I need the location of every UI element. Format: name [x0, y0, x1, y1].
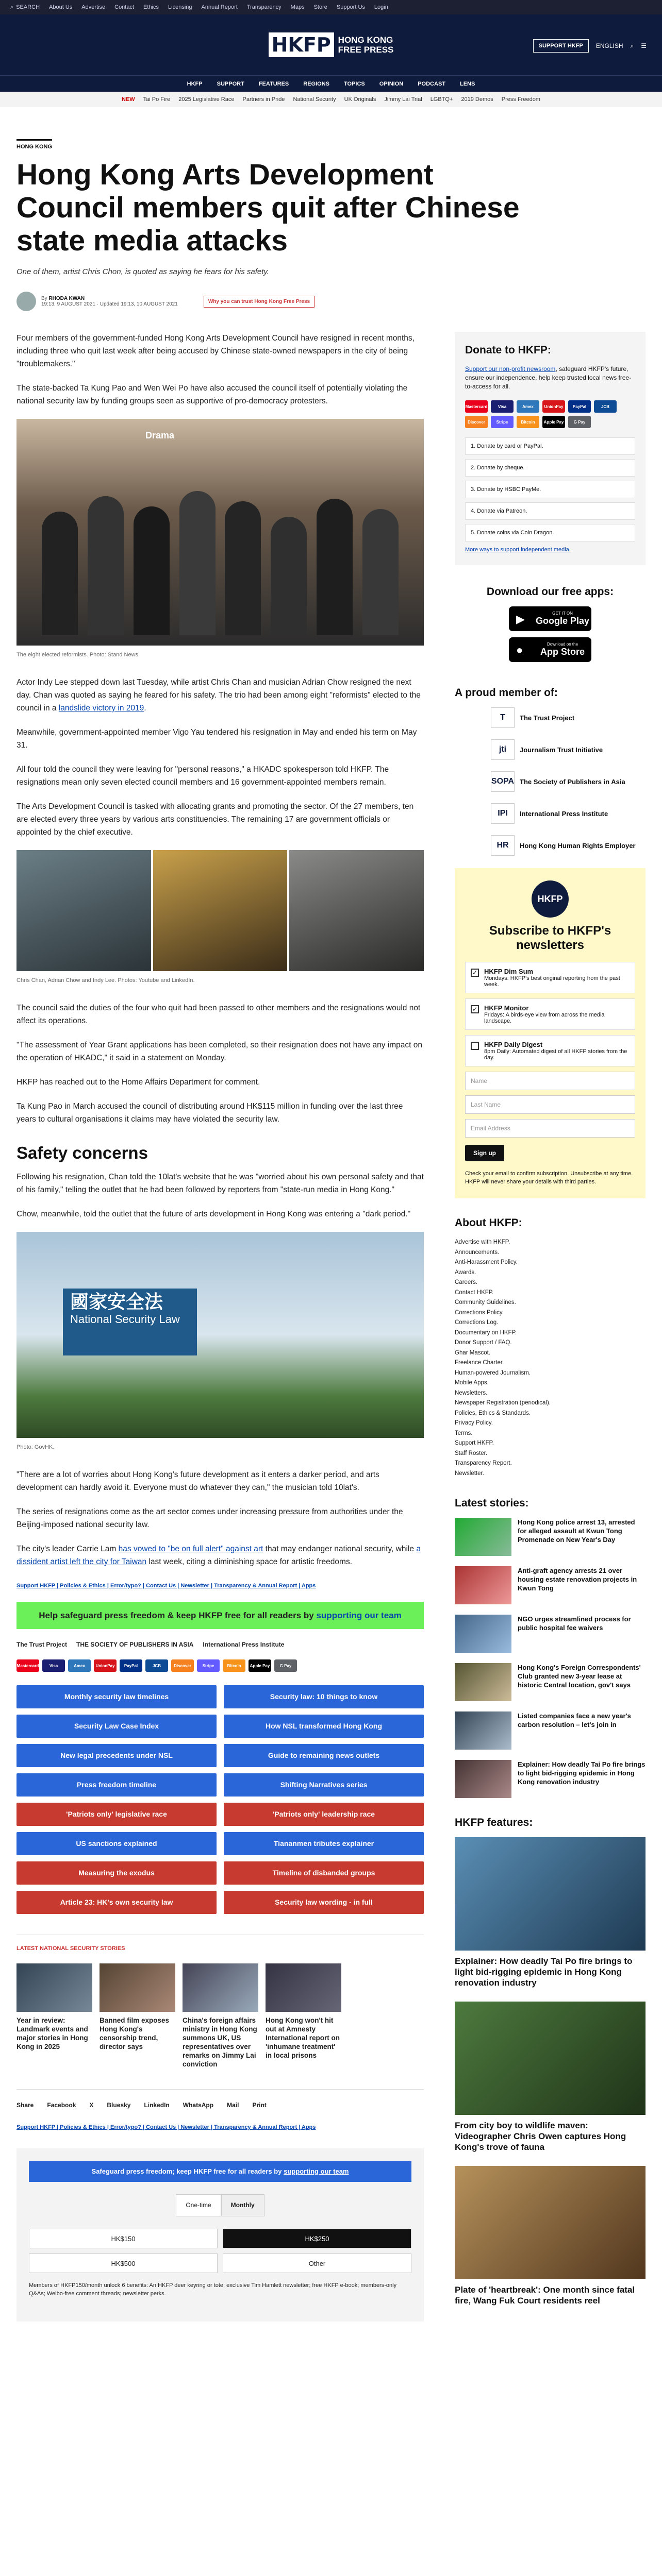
site-header	[0, 14, 662, 75]
about-link[interactable]: Support HKFP.	[455, 1440, 494, 1446]
related-story[interactable]: Year in review: Landmark events and major stories in Hong Kong in 2025	[16, 1963, 92, 2069]
donate-option[interactable]: 4. Donate via Patreon.	[465, 502, 635, 520]
checkbox-icon	[471, 1042, 479, 1050]
checkbox-checked-icon: ✓	[471, 969, 479, 977]
latest-story[interactable]: Listed companies face a new year's carbon resolution – let's join in	[455, 1711, 646, 1750]
about-link[interactable]: Mobile Apps.	[455, 1380, 489, 1386]
explainer-button[interactable]: Security law wording - in full	[224, 1891, 424, 1914]
newsletter-option[interactable]: ✓ HKFP Dim Sum Mondays: HKFP's best original reporting from the past week.	[465, 962, 635, 993]
paragraph: The Arts Development Council is tasked with allocating grants and promoting the sector. Of the 27 members, ten are elected every three years by various arts constituencies. The remaining 17 are government officials or appointed by the chief executive.	[16, 802, 414, 837]
trending-link[interactable]: National Security	[293, 96, 336, 103]
explainer-button[interactable]: Security Law Case Index	[16, 1715, 217, 1738]
page-container	[16, 107, 646, 2321]
apple-pay-icon: Apple Pay	[542, 416, 565, 428]
about-link[interactable]: Careers.	[455, 1279, 478, 1285]
related-story[interactable]: Banned film exposes Hong Kong's censorship trend, director says	[100, 1963, 175, 2069]
paypal-icon: PayPal	[120, 1659, 142, 1672]
explainer-button[interactable]: Shifting Narratives series	[224, 1773, 424, 1797]
tab-monthly[interactable]: Monthly	[221, 2194, 264, 2216]
article-body	[16, 332, 424, 2321]
amount-option[interactable]: HK$150	[29, 2229, 218, 2248]
about-link[interactable]: Anti-Harassment Policy.	[455, 1259, 518, 1265]
share-facebook[interactable]: Facebook	[47, 2102, 76, 2109]
paragraph: Following his resignation, Chan told the 10lat's website that he was "worried about his own personal safety and that of his family," telling the outlet that he had been followed by reporters from "state-run media in Hong Kong."	[16, 1173, 424, 1194]
inline-link[interactable]: landslide victory in 2019	[58, 704, 144, 713]
explainer-button[interactable]: US sanctions explained	[16, 1832, 217, 1855]
explainer-button[interactable]: How NSL transformed Hong Kong	[224, 1715, 424, 1738]
trending-link[interactable]: LGBTQ+	[430, 96, 453, 103]
stripe-icon: Stripe	[491, 416, 514, 428]
related-story[interactable]: Hong Kong won't hit out at Amnesty International report on 'inhumane treatment' in local prisons	[266, 1963, 341, 2069]
newsletter-widget	[455, 868, 646, 1198]
search-icon: ⌕	[10, 4, 14, 10]
name-field[interactable]: Name	[465, 1072, 635, 1090]
support-banner: Help safeguard press freedom & keep HKFP free for all readers by supporting our team	[16, 1602, 424, 1629]
paragraph: The series of resignations come as the art sector comes under increasing pressure from authorities under the Beijing-imposed national security law.	[16, 1507, 403, 1529]
discover-icon: Discover	[465, 416, 488, 428]
mastercard-icon: Mastercard	[16, 1659, 39, 1672]
newsletter-fine-print: Check your email to confirm subscription. Unsubscribe at any time. HKFP will never share your details with third parties.	[465, 1171, 633, 1185]
feature-story[interactable]: Plate of 'heartbreak': One month since fatal fire, Wang Fuk Court residents reel	[455, 2166, 646, 2306]
explainer-button[interactable]: Guide to remaining news outlets	[224, 1744, 424, 1767]
topbar-transparency[interactable]: Transparency	[246, 4, 282, 10]
topbar-search[interactable]: ⌕ SEARCH	[10, 4, 40, 10]
mastercard-icon: Mastercard	[465, 400, 488, 413]
sidebar	[455, 332, 646, 2321]
unionpay-icon: UnionPay	[542, 400, 565, 413]
paragraph: The council said the duties of the four who quit had been passed to other members and the resignations would not affect its operations.	[16, 1004, 421, 1025]
paragraph: Chow, meanwhile, told the outlet that the future of arts development in Hong Kong was entering a "dark period."	[16, 1210, 411, 1218]
donate-option[interactable]: 2. Donate by cheque.	[465, 459, 635, 477]
paragraph: Actor Indy Lee stepped down last Tuesday, while artist Chris Chan and musician Adrian Chow resigned the next day. Chan was quoted as saying he feared for his safety. The trio had been among eight "reformists" elected to the council in a landslide victory in 2019.	[16, 678, 421, 713]
nav-item-lens[interactable]: LENS	[460, 80, 475, 87]
trust-link[interactable]: Why you can trust Hong Kong Free Press	[204, 296, 315, 308]
inline-link[interactable]: has vowed to "be on full alert" against art	[118, 1545, 263, 1553]
explainer-buttons	[16, 1685, 424, 1914]
about-link[interactable]: Privacy Policy.	[455, 1420, 493, 1426]
about-link[interactable]: Community Guidelines.	[455, 1299, 516, 1306]
search-icon[interactable]: ⌕	[630, 42, 634, 49]
jcb-icon: JCB	[145, 1659, 168, 1672]
latest-story[interactable]: Anti-graft agency arrests 21 over housing estate renovation projects in Kwun Tong	[455, 1566, 646, 1604]
about-link[interactable]: Newsletters.	[455, 1389, 488, 1396]
about-link[interactable]: Contact HKFP.	[455, 1289, 494, 1296]
members-note: Members of HKFP150/month unlock 6 benefits: An HKFP deer keyring or tote; exclusive Tim Hamlett newsletter; free HKFP e-book; members-only Q&As; Weibo-free comment threads; newsletter perks.	[29, 2282, 397, 2297]
paragraph: The state-backed Ta Kung Pao and Wen Wei Po have also accused the council itself of potentially violating the national security law by funding groups seen as supportive of pro-democracy protesters.	[16, 384, 408, 405]
member-logo[interactable]: SOPA The Society of Publishers in Asia	[491, 771, 646, 792]
paragraph: Four members of the government-funded Hong Kong Arts Development Council have resigned in recent months, including three who quit last week after being accused by Chinese state-owned newspapers in the city of being "troublemakers."	[16, 334, 415, 368]
apps-widget	[455, 586, 646, 668]
nav-item-support[interactable]: SUPPORT	[217, 80, 244, 87]
member-logo[interactable]: T The Trust Project	[491, 707, 646, 728]
topbar-login[interactable]: Login	[374, 4, 388, 10]
apple-pay-icon: Apple Pay	[249, 1659, 271, 1672]
newsletter-option[interactable]: ✓ HKFP Monitor Fridays: A birds-eye view from across the media landscape.	[465, 998, 635, 1030]
topbar-ethics[interactable]: Ethics	[143, 4, 159, 10]
about-link[interactable]: Terms.	[455, 1430, 473, 1436]
explainer-button[interactable]: Press freedom timeline	[16, 1773, 217, 1797]
trending-link[interactable]: Tai Po Fire	[143, 96, 171, 103]
nav-item-podcast[interactable]: PODCAST	[418, 80, 445, 87]
amex-icon: Amex	[68, 1659, 91, 1672]
explainer-button[interactable]: New legal precedents under NSL	[16, 1744, 217, 1767]
donate-form-header: Safeguard press freedom; keep HKFP free for all readers by supporting our team	[29, 2161, 411, 2182]
signup-button[interactable]: Sign up	[465, 1145, 504, 1161]
photo-caption: The eight elected reformists. Photo: Stand News.	[16, 652, 140, 658]
menu-icon[interactable]: ☰	[641, 42, 647, 49]
email-field[interactable]: Email Address	[465, 1119, 635, 1138]
partner-logos	[16, 1638, 424, 1651]
share-print[interactable]: Print	[252, 2102, 267, 2109]
ipi-logo[interactable]: International Press Institute	[203, 1641, 285, 1648]
amount-option[interactable]: Other	[223, 2253, 411, 2273]
member-logo[interactable]: jti Journalism Trust Initiative	[491, 739, 646, 760]
article-photo: Drama	[16, 419, 424, 646]
article-photo	[16, 850, 424, 971]
explainer-button[interactable]: Security law: 10 things to know	[224, 1685, 424, 1708]
donate-option[interactable]: 3. Donate by HSBC PayMe.	[465, 481, 635, 498]
about-link[interactable]: Transparency Report.	[455, 1460, 512, 1466]
about-link[interactable]: Policies, Ethics & Standards.	[455, 1410, 531, 1416]
trending-link[interactable]: 2025 Legislative Race	[178, 96, 235, 103]
member-logo[interactable]: IPI International Press Institute	[491, 803, 646, 824]
share-bar	[16, 2089, 424, 2112]
membership-widget	[455, 687, 646, 856]
topbar-support[interactable]: Support Us	[336, 4, 365, 10]
share-label: Share	[16, 2102, 34, 2109]
topbar-contact[interactable]: Contact	[114, 4, 135, 10]
topbar-store[interactable]: Store	[313, 4, 327, 10]
visa-icon: Visa	[491, 400, 514, 413]
nav-item-features[interactable]: FEATURES	[258, 80, 289, 87]
section-heading: Safety concerns	[16, 1143, 148, 1162]
topbar-maps[interactable]: Maps	[290, 4, 305, 10]
about-link[interactable]: Newspaper Registration (periodical).	[455, 1400, 551, 1406]
newsletter-title: Subscribe to HKFP's newsletters	[489, 924, 611, 952]
paragraph: All four told the council they were leaving for "personal reasons," a HKADC spokesperson told HKFP. The resignations mean only seven elected council members and 16 government-appointed members remain.	[16, 765, 389, 787]
support-links[interactable]: Support HKFP | Policies & Ethics | Error/typo? | Contact Us | Newsletter | Transparency & Annual Report | Apps	[16, 2124, 316, 2130]
play-icon: ▶	[516, 613, 525, 625]
photo-caption: Photo: GovHK.	[16, 1444, 55, 1450]
about-link[interactable]: Awards.	[455, 1269, 476, 1276]
visa-icon: Visa	[42, 1659, 65, 1672]
article-subtitle: One of them, artist Chris Chon, is quoted as saying he fears for his safety.	[16, 267, 269, 276]
explainer-button[interactable]: 'Patriots only' leadership race	[224, 1803, 424, 1826]
member-title: A proud member of:	[455, 687, 558, 699]
feature-story[interactable]: From city boy to wildlife maven: Videographer Chris Owen captures Hong Kong's trove of fauna	[455, 2002, 646, 2153]
language-selector[interactable]: ENGLISH	[595, 42, 623, 49]
about-link[interactable]: Corrections Log.	[455, 1319, 499, 1326]
related-stories	[16, 1963, 424, 2069]
share-linkedin[interactable]: LinkedIn	[144, 2102, 170, 2109]
trending-link[interactable]: Partners in Pride	[242, 96, 285, 103]
donate-title: Donate to HKFP:	[465, 344, 551, 356]
about-link[interactable]: Advertise with HKFP.	[455, 1239, 510, 1245]
amount-option[interactable]: HK$250	[223, 2229, 411, 2248]
header-support-button[interactable]: SUPPORT HKFP	[533, 39, 589, 53]
latest-story[interactable]: Explainer: How deadly Tai Po fire brings to light bid-rigging epidemic in Hong Kong renovation industry	[455, 1760, 646, 1798]
support-links[interactable]: Support HKFP | Policies & Ethics | Error/typo? | Contact Us | Newsletter | Transparency & Annual Report | Apps	[16, 1583, 316, 1589]
article-dates: 19:13, 9 AUGUST 2021 · Updated 19:13, 10 AUGUST 2021	[41, 301, 178, 307]
apps-title: Download our free apps:	[486, 586, 614, 598]
google-pay-icon: G Pay	[274, 1659, 297, 1672]
latest-story[interactable]: Hong Kong's Foreign Correspondents' Club granted new 3-year lease at historic Central location, gov't says	[455, 1663, 646, 1701]
about-link[interactable]: Ghar Mascot.	[455, 1349, 491, 1356]
trending-link[interactable]: Jimmy Lai Trial	[384, 96, 422, 103]
feature-story[interactable]: Explainer: How deadly Tai Po fire brings to light bid-rigging epidemic in Hong Kong renovation industry	[455, 1837, 646, 1988]
explainer-button[interactable]: Timeline of disbanded groups	[224, 1861, 424, 1885]
newsletter-option[interactable]: HKFP Daily Digest 8pm Daily: Automated digest of all HKFP stories from the day.	[465, 1035, 635, 1066]
donate-link[interactable]: Support our non-profit newsroom	[465, 365, 556, 372]
explainer-button[interactable]: Measuring the exodus	[16, 1861, 217, 1885]
trending-link[interactable]: UK Originals	[344, 96, 376, 103]
bitcoin-icon: Bitcoin	[517, 416, 539, 428]
explainer-button[interactable]: 'Patriots only' legislative race	[16, 1803, 217, 1826]
latest-story[interactable]: NGO urges streamlined process for public hospital fee waivers	[455, 1615, 646, 1653]
amount-options	[29, 2229, 411, 2273]
paragraph: "There are a lot of worries about Hong Kong's future development as it enters a darker period, and arts development can hardly avoid it. Everyone must do whatever they can," the musician told 10lat's.	[16, 1470, 379, 1492]
google-pay-icon: G Pay	[568, 416, 591, 428]
more-ways-link[interactable]: More ways to support independent media.	[465, 547, 571, 553]
latest-widget	[455, 1497, 646, 1798]
payment-logos	[16, 1659, 424, 1672]
latest-story[interactable]: Hong Kong police arrest 13, arrested for alleged assault at Kwun Tong Promenade on New Year's Day	[455, 1518, 646, 1556]
stripe-icon: Stripe	[197, 1659, 220, 1672]
related-heading: LATEST NATIONAL SECURITY STORIES	[16, 1935, 424, 1955]
about-title: About HKFP:	[455, 1217, 522, 1229]
article-kicker[interactable]: HONG KONG	[16, 139, 52, 150]
donate-option[interactable]: 5. Donate coins via Coin Dragon.	[465, 524, 635, 541]
trending-link[interactable]: Press Freedom	[501, 96, 540, 103]
paypal-icon: PayPal	[568, 400, 591, 413]
nav-item-topics[interactable]: TOPICS	[344, 80, 365, 87]
article-title: Hong Kong Arts Development Council members quit after Chinese state media attacks	[16, 158, 520, 257]
about-widget	[455, 1217, 646, 1479]
unionpay-icon: UnionPay	[94, 1659, 117, 1672]
donate-form-link[interactable]: supporting our team	[284, 2167, 349, 2175]
support-banner-link[interactable]: supporting our team	[316, 1611, 402, 1620]
about-link[interactable]: Staff Roster.	[455, 1450, 488, 1456]
about-link[interactable]: Corrections Policy.	[455, 1309, 504, 1316]
about-link[interactable]: Newsletter.	[455, 1470, 484, 1477]
paragraph: HKFP has reached out to the Home Affairs Department for comment.	[16, 1078, 260, 1087]
features-title: HKFP features:	[455, 1817, 533, 1828]
explainer-button[interactable]: Tiananmen tributes explainer	[224, 1832, 424, 1855]
discover-icon: Discover	[171, 1659, 194, 1672]
main-nav	[0, 75, 662, 92]
share-x[interactable]: X	[89, 2102, 94, 2109]
trending-link[interactable]: 2019 Demos	[461, 96, 493, 103]
apple-icon: ●	[516, 643, 523, 656]
amex-icon: Amex	[517, 400, 539, 413]
about-link[interactable]: Documentary on HKFP.	[455, 1329, 517, 1336]
member-logo[interactable]: HR Hong Kong Human Rights Employer	[491, 835, 646, 856]
avatar	[16, 292, 36, 311]
nav-item-regions[interactable]: REGIONS	[303, 80, 329, 87]
share-mail[interactable]: Mail	[227, 2102, 239, 2109]
author-name[interactable]: RHODA KWAN	[48, 296, 85, 301]
sopa-logo[interactable]: THE SOCIETY OF PUBLISHERS IN ASIA	[76, 1641, 194, 1648]
bitcoin-icon: Bitcoin	[223, 1659, 245, 1672]
donate-widget: Donate to HKFP: Support our non-profit newsroom, safeguard HKFP's future, ensure our independence, help keep trusted local news free-to-access for all. Mastercard Visa Amex UnionPay PayPal JCB Discover Stripe Bitcoin Apple Pay G Pay 1. Donate by card or PayPal. 2. Donate by cheque. 3. Donate by HSBC PayMe. 4. Donate via Patreon. 5. Donate coins via Coin Dragon. More ways to support independent media.	[455, 332, 646, 565]
latest-title: Latest stories:	[455, 1497, 529, 1509]
share-bluesky[interactable]: Bluesky	[107, 2102, 131, 2109]
tab-one-time[interactable]: One-time	[176, 2194, 221, 2216]
paragraph: The city's leader Carrie Lam has vowed to "be on full alert" against art that may endanger national security, while a dissident artist left the city for Taiwan last week, citing a diminishing space for artistic freedoms.	[16, 1545, 421, 1566]
paragraph: Ta Kung Pao in March accused the council of distributing around HK$115 million in funding over the last three years to cultural organisations it claims may have violated the security law.	[16, 1102, 403, 1124]
topbar-advertise[interactable]: Advertise	[81, 4, 106, 10]
paragraph: "The assessment of Year Grant applications has been completed, so their resignation does not have any impact on the operation of HKADC," it said in a statement on Monday.	[16, 1041, 423, 1062]
about-link[interactable]: Donor Support / FAQ.	[455, 1340, 512, 1346]
related-story[interactable]: China's foreign affairs ministry in Hong Kong summons UK, US representatives over remarks on Jimmy Lai conviction	[183, 1963, 258, 2069]
article-photo: 國家安全法 National Security Law	[16, 1232, 424, 1438]
topbar-licensing[interactable]: Licensing	[168, 4, 192, 10]
site-logo[interactable]: HKFP HONG KONG FREE PRESS	[269, 32, 394, 57]
checkbox-checked-icon: ✓	[471, 1005, 479, 1013]
paragraph: Meanwhile, government-appointed member Vigo Yau tendered his resignation in May and ended his term on May 31.	[16, 728, 417, 750]
trending-bar	[0, 92, 662, 107]
about-link[interactable]: Announcements.	[455, 1249, 500, 1256]
about-link[interactable]: Freelance Charter.	[455, 1360, 504, 1366]
features-widget	[455, 1817, 646, 2306]
frequency-tabs	[29, 2194, 411, 2216]
topbar-annual-report[interactable]: Annual Report	[201, 4, 238, 10]
topbar-about[interactable]: About Us	[49, 4, 73, 10]
about-link[interactable]: Human-powered Journalism.	[455, 1369, 531, 1376]
app-store-badge[interactable]: ● Download on the App Store	[509, 637, 591, 662]
photo-caption: Chris Chan, Adrian Chow and Indy Lee. Photos: Youtube and LinkedIn.	[16, 977, 195, 984]
donate-form	[16, 2148, 424, 2321]
byline: By RHODA KWAN 19:13, 9 AUGUST 2021 · Updated 19:13, 10 AUGUST 2021 Why you can trust Hong Kong Free Press	[16, 292, 646, 311]
hkfp-badge: HKFP	[532, 880, 569, 918]
jcb-icon: JCB	[594, 400, 617, 413]
share-whatsapp[interactable]: WhatsApp	[183, 2102, 214, 2109]
inline-link[interactable]: a dissident artist left the city for Taiwan	[16, 1545, 421, 1566]
new-badge: NEW	[122, 96, 135, 103]
donate-option[interactable]: 1. Donate by card or PayPal.	[465, 437, 635, 455]
top-utility-bar	[0, 0, 662, 14]
explainer-button[interactable]: Monthly security law timelines	[16, 1685, 217, 1708]
nav-item-hkfp[interactable]: HKFP	[187, 80, 203, 87]
payment-logos	[465, 400, 635, 428]
trust-project-logo[interactable]: The Trust Project	[16, 1641, 68, 1648]
nav-item-opinion[interactable]: OPINION	[379, 80, 404, 87]
google-play-badge[interactable]: ▶ GET IT ON Google Play	[509, 606, 591, 631]
last-name-field[interactable]: Last Name	[465, 1095, 635, 1114]
amount-option[interactable]: HK$500	[29, 2253, 218, 2273]
explainer-button[interactable]: Article 23: HK's own security law	[16, 1891, 217, 1914]
